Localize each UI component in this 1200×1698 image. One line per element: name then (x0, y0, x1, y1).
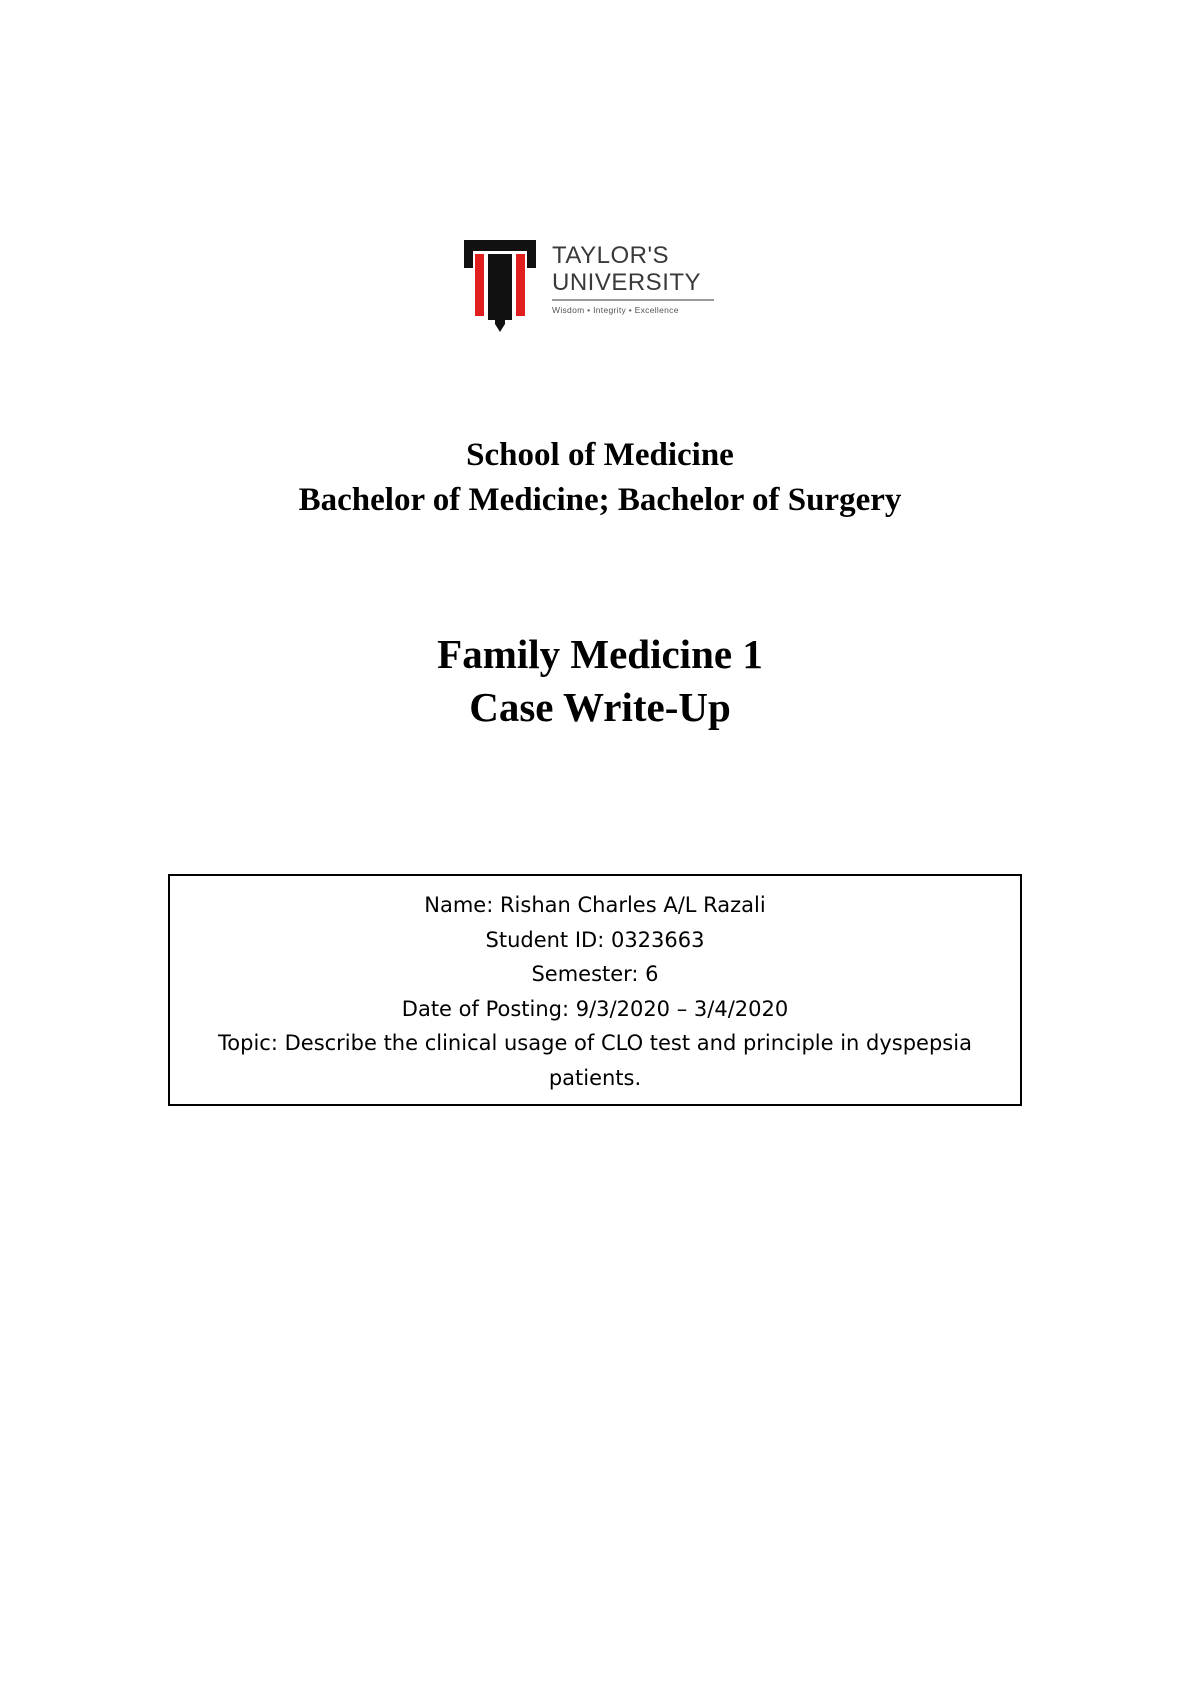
document-type: Case Write-Up (469, 684, 731, 730)
semester: Semester: 6 (531, 962, 659, 986)
university-name-line2: UNIVERSITY (552, 269, 702, 296)
school-name: School of Medicine (466, 437, 734, 473)
university-name (552, 242, 701, 296)
logo-divider (552, 299, 714, 301)
course-title (0, 628, 1200, 734)
student-name: Name: Rishan Charles A/L Razali (424, 893, 766, 917)
student-info-box (168, 874, 1022, 1106)
university-name-line1: TAYLOR'S (552, 242, 670, 269)
student-id: Student ID: 0323663 (485, 927, 705, 952)
topic: Topic: Describe the clinical usage of CLO test and principle in dyspepsia patients. (218, 1031, 972, 1090)
course-name: Family Medicine 1 (437, 631, 763, 677)
university-tagline: Wisdom • Integrity • Excellence (552, 305, 679, 315)
university-crest-icon (464, 240, 536, 332)
degree-name: Bachelor of Medicine; Bachelor of Surgery (298, 482, 902, 518)
school-heading (0, 433, 1200, 523)
university-logo (464, 240, 714, 332)
posting-date: Date of Posting: 9/3/2020 – 3/4/2020 (401, 996, 789, 1021)
